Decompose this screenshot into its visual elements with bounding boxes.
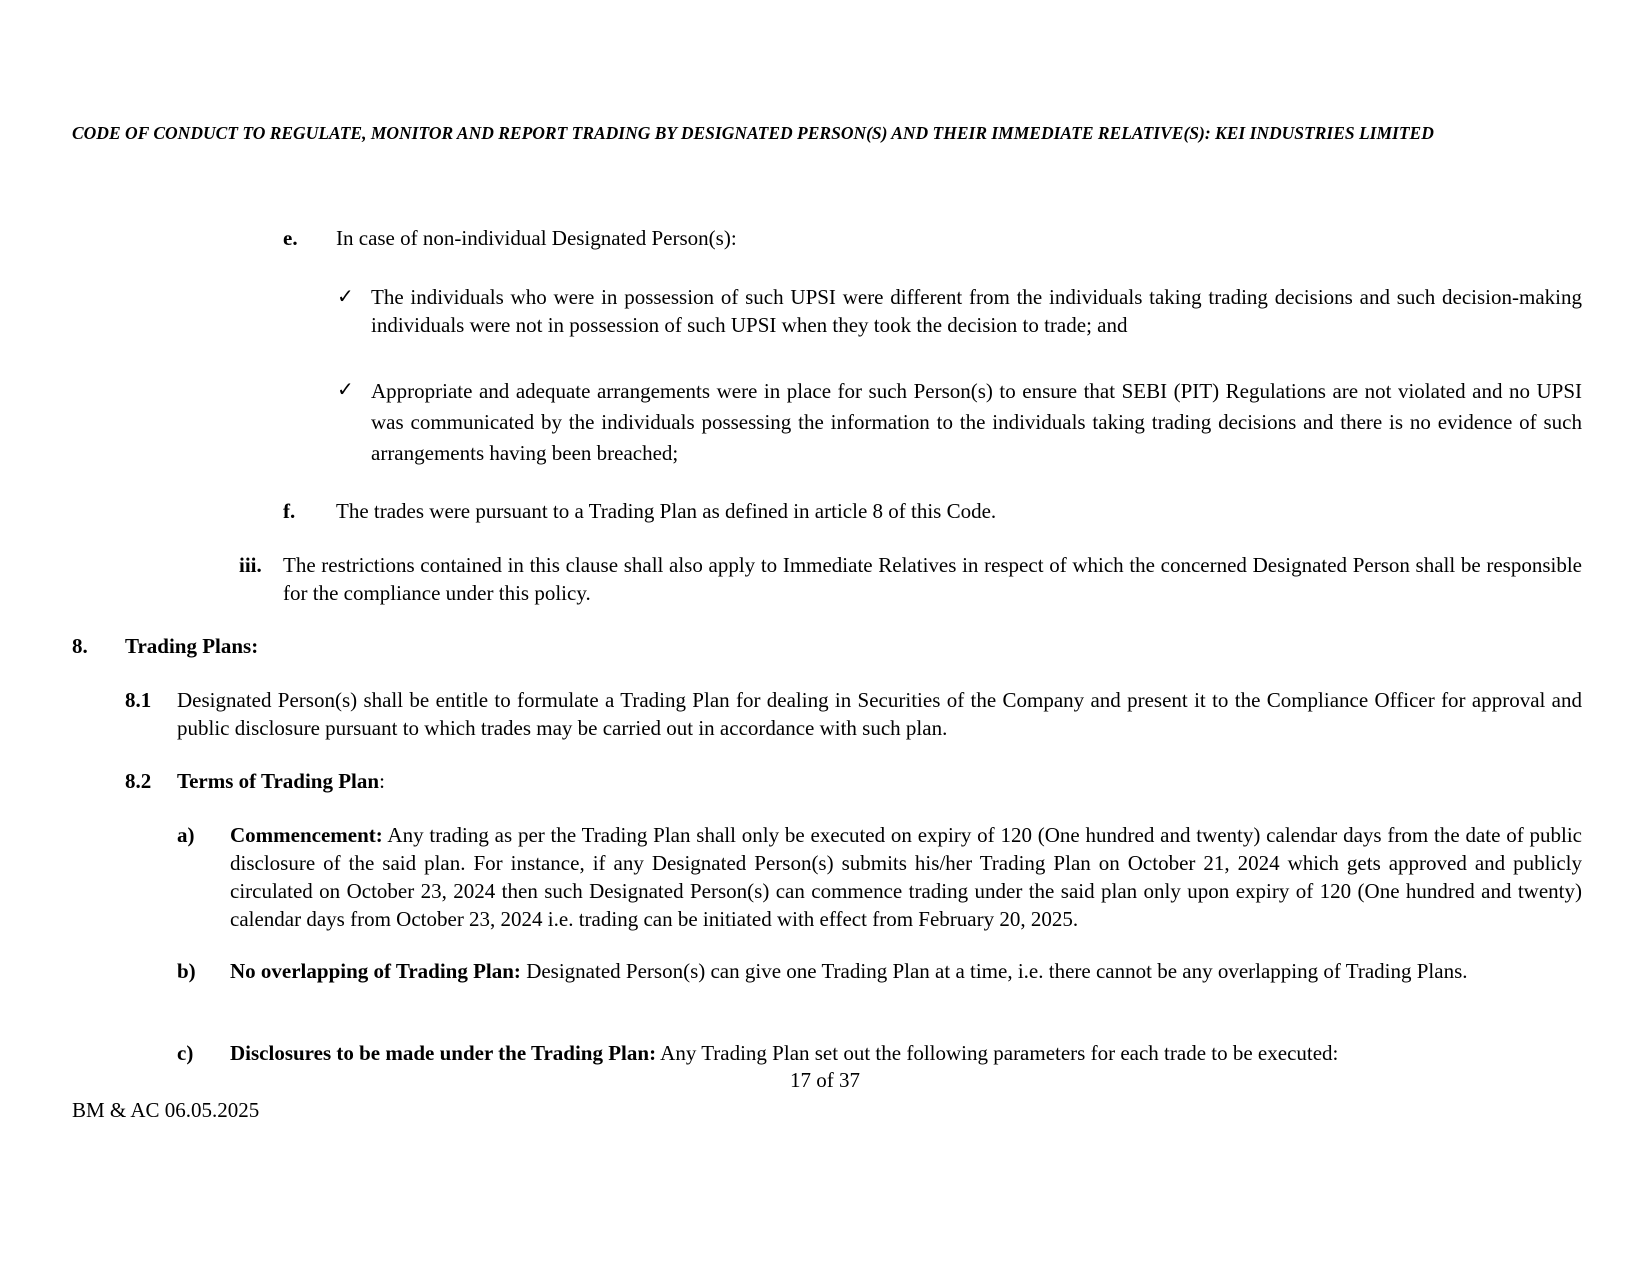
section-8-title: Trading Plans: <box>125 634 259 658</box>
bullet-text-2: Appropriate and adequate arrangements were in place for such Person(s) to ensure that SEBI (PIT) Regulations are not violated and no UPSI was communicated by the individuals possessing the information to the individuals taking trading decisions and there is no evidence of such arrangements having been breached; <box>371 379 1582 465</box>
clause-8-2-colon: : <box>379 769 385 793</box>
sub-item-b-body: Designated Person(s) can give one Trading Plan at a time, i.e. there cannot be any overlapping of Trading Plans. <box>520 959 1468 983</box>
sub-item-a-heading: Commencement: <box>230 823 383 847</box>
sub-item-a-text <box>230 821 1582 933</box>
sub-item-c-heading: Disclosures to be made under the Trading Plan: <box>230 1041 657 1065</box>
item-iii-text: The restrictions contained in this clause shall also apply to Immediate Relatives in respect of which the concerned Designated Person shall be responsible for the compliance under this policy. <box>283 553 1582 605</box>
clause-8-2-title: Terms of Trading Plan <box>177 769 380 793</box>
item-f-label: f. <box>283 499 296 523</box>
clause-8-1-text: Designated Person(s) shall be entitle to formulate a Trading Plan for dealing in Securities of the Company and present it to the Compliance Officer for approval and public disclosure pursuant to which trades may be carried out in accordance with such plan. <box>177 688 1582 740</box>
sub-item-c-body: Any Trading Plan set out the following parameters for each trade to be executed: <box>656 1041 1339 1065</box>
sub-item-a-body: Any trading as per the Trading Plan shall only be executed on expiry of 120 (One hundred and twenty) calendar days from the date of public disclosure of the said plan. For instance, if any Designated Person(s) submits his/her Trading Plan on October 21, 2024 which gets approved and publicly circulated on October 23, 2024 then such Designated Person(s) can commence trading under the said plan only upon expiry of 120 (One hundred and twenty) calendar days from October 23, 2024 i.e. trading can be initiated with effect from February 20, 2025. <box>230 823 1582 931</box>
sub-item-b-heading: No overlapping of Trading Plan: <box>230 959 521 983</box>
item-iii-label: iii. <box>239 553 262 577</box>
sub-item-b-text <box>230 957 1582 985</box>
checkmark-icon: ✓ <box>337 286 354 308</box>
item-e-text: In case of non-individual Designated Person(s): <box>336 226 737 250</box>
checkmark-icon: ✓ <box>337 379 354 401</box>
sub-item-c-label: c) <box>177 1041 194 1065</box>
clause-8-1-number: 8.1 <box>125 688 152 712</box>
sub-item-b-label: b) <box>177 959 196 983</box>
sub-item-a-label: a) <box>177 823 195 847</box>
approval-note: BM & AC 06.05.2025 <box>72 1098 260 1122</box>
item-f-text: The trades were pursuant to a Trading Plan as defined in article 8 of this Code. <box>336 499 997 523</box>
section-8-number: 8. <box>72 634 88 658</box>
document-header: CODE OF CONDUCT TO REGULATE, MONITOR AND REPORT TRADING BY DESIGNATED PERSON(S) AND THEIR IMMEDIATE RELATIVE(S): KEI INDUSTRIES LIMITED <box>72 123 1434 143</box>
page-number: 17 of 37 <box>790 1068 860 1092</box>
clause-8-2-number: 8.2 <box>125 769 152 793</box>
clause-8-2-heading <box>177 767 385 795</box>
sub-item-c-text <box>230 1039 1582 1067</box>
item-e-label: e. <box>283 226 298 250</box>
bullet-text-1: The individuals who were in possession of such UPSI were different from the individuals taking trading decisions and such decision-making individuals were not in possession of such UPSI when they took the decision to trade; and <box>371 285 1582 337</box>
